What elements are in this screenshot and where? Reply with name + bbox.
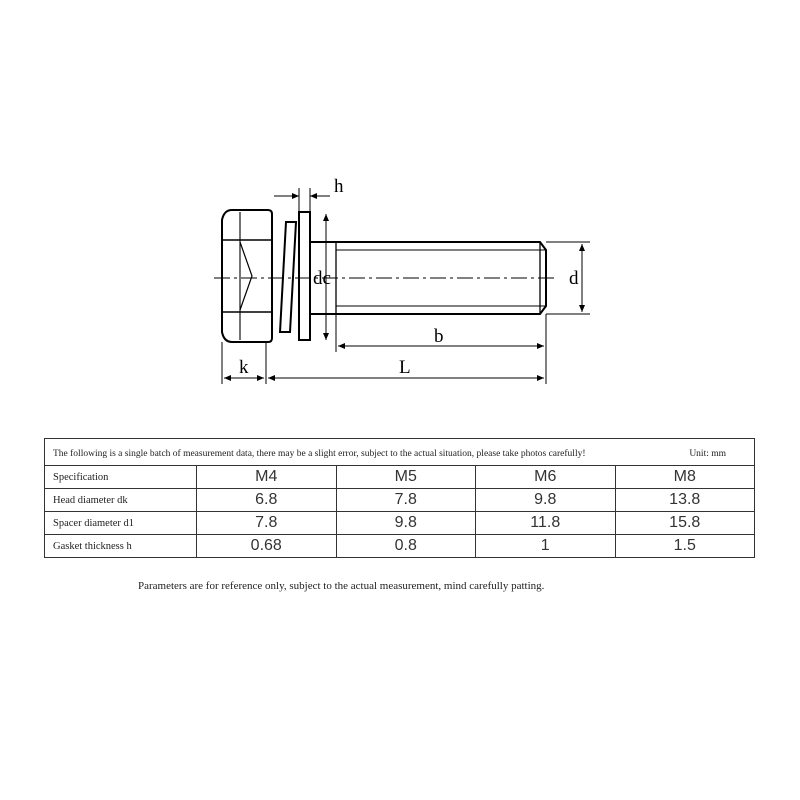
specification-table bbox=[44, 438, 755, 558]
row-label-specification: Specification bbox=[45, 466, 197, 489]
row-label-spacer-diameter: Spacer diameter d1 bbox=[45, 512, 197, 535]
table-cell: 15.8 bbox=[615, 512, 755, 535]
label-h: h bbox=[334, 176, 344, 197]
row-label-head-diameter: Head diameter dk bbox=[45, 489, 197, 512]
table-cell: 0.68 bbox=[197, 535, 337, 558]
label-b: b bbox=[434, 326, 444, 347]
threaded-shank bbox=[310, 242, 546, 314]
table-cell: M4 bbox=[197, 466, 337, 489]
table-cell: 6.8 bbox=[197, 489, 337, 512]
label-dc: dc bbox=[313, 268, 331, 289]
table-cell: 9.8 bbox=[336, 512, 476, 535]
table-cell: 13.8 bbox=[615, 489, 755, 512]
table-cell: 1 bbox=[476, 535, 616, 558]
table-notice-row bbox=[45, 439, 755, 466]
label-k: k bbox=[239, 357, 249, 378]
table-cell: 11.8 bbox=[476, 512, 616, 535]
label-d: d bbox=[569, 268, 579, 289]
table-cell: M5 bbox=[336, 466, 476, 489]
table-row bbox=[45, 512, 755, 535]
dimension-lines bbox=[224, 196, 582, 378]
hex-head bbox=[222, 210, 272, 342]
table-cell: 0.8 bbox=[336, 535, 476, 558]
table-cell: 1.5 bbox=[615, 535, 755, 558]
table-row bbox=[45, 535, 755, 558]
table-cell: M8 bbox=[615, 466, 755, 489]
table-cell: M6 bbox=[476, 466, 616, 489]
table-notice: The following is a single batch of measurement data, there may be a slight error, subject to the actual situation, please take photos carefully! bbox=[53, 449, 586, 459]
label-L: L bbox=[399, 357, 411, 378]
unit-label: Unit: mm bbox=[689, 449, 726, 459]
row-label-gasket-thickness: Gasket thickness h bbox=[45, 535, 197, 558]
extension-lines bbox=[222, 188, 590, 384]
table-row bbox=[45, 466, 755, 489]
spring-washer bbox=[280, 222, 296, 332]
table-cell: 9.8 bbox=[476, 489, 616, 512]
table-cell: 7.8 bbox=[197, 512, 337, 535]
table-cell: 7.8 bbox=[336, 489, 476, 512]
flat-washer bbox=[299, 212, 310, 340]
footnote: Parameters are for reference only, subject to the actual measurement, mind carefully patting. bbox=[138, 580, 545, 592]
table-row bbox=[45, 489, 755, 512]
